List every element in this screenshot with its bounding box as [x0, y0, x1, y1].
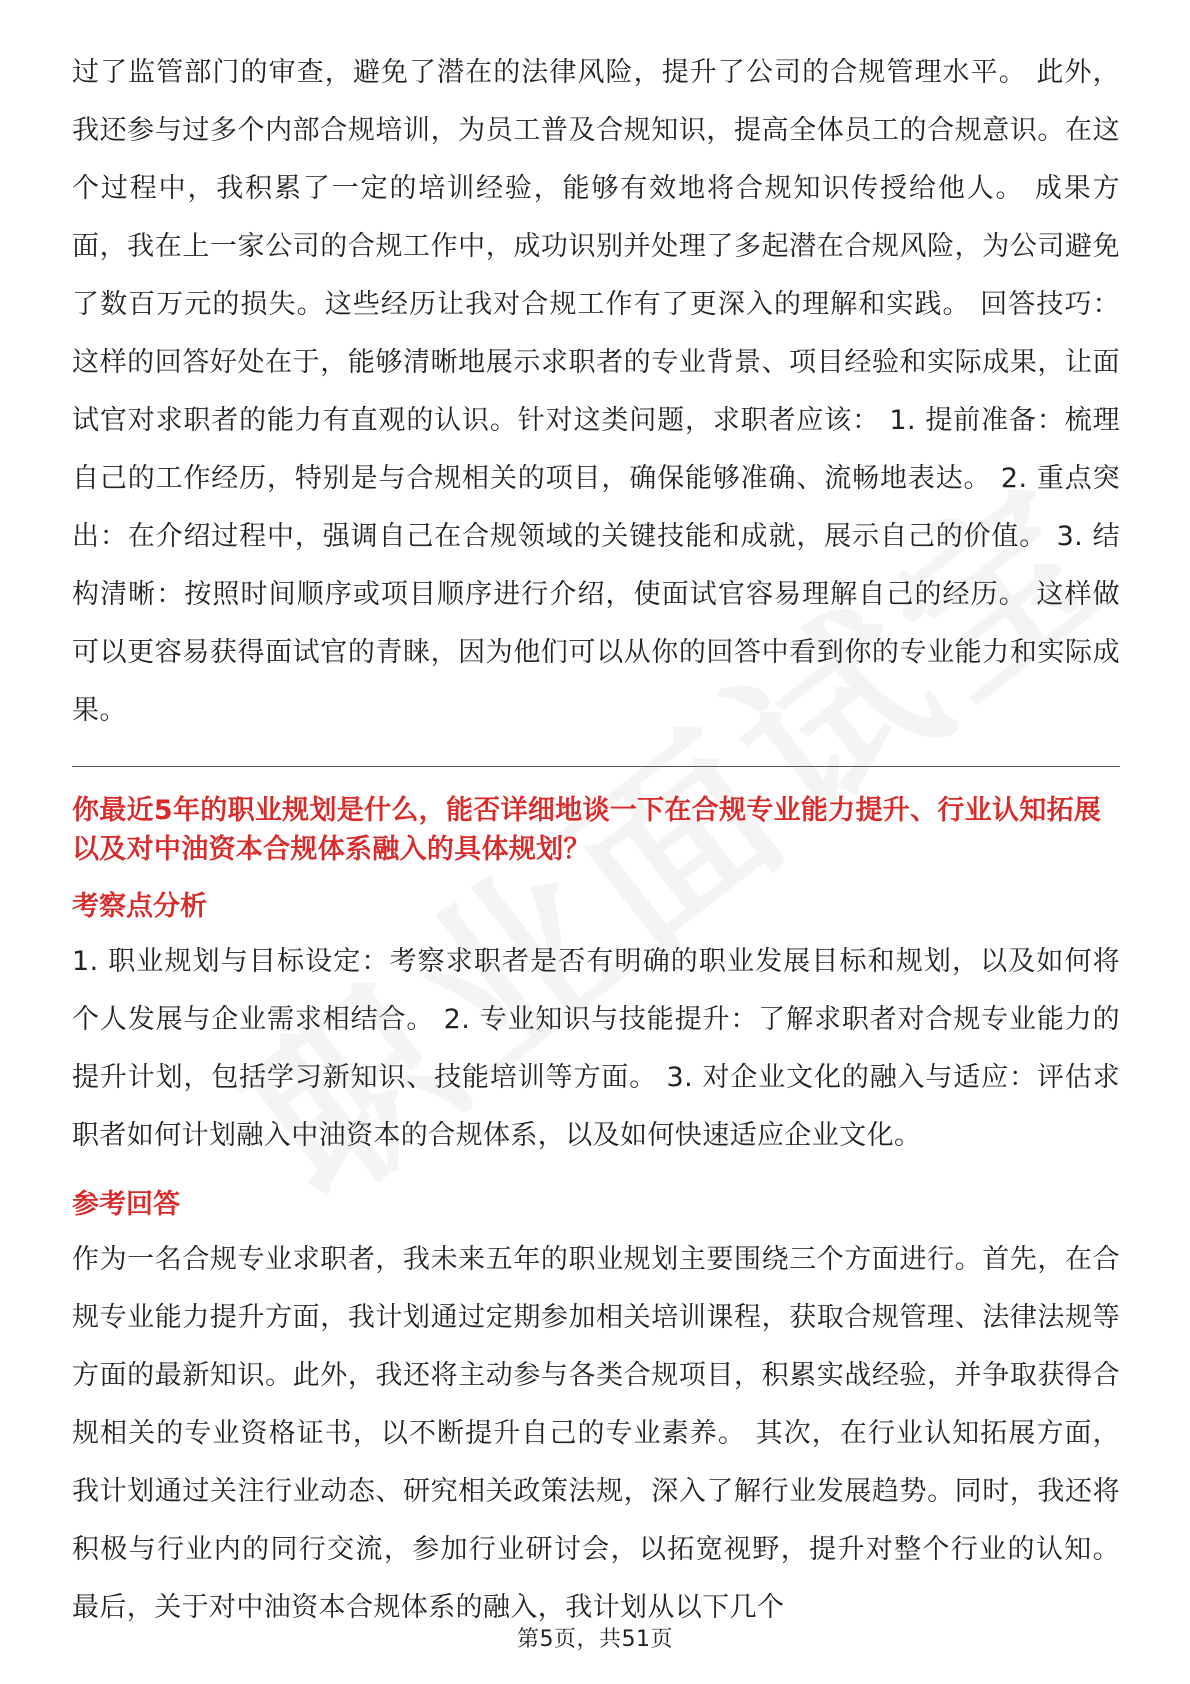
interview-question: 你最近5年的职业规划是什么，能否详细地谈一下在合规专业能力提升、行业认知拓展以及对中油资本合规体系融入的具体规划？ — [72, 795, 1102, 865]
analysis-heading: 考察点分析 — [72, 891, 207, 922]
reference-answer-heading: 参考回答 — [72, 1189, 180, 1220]
page-number: 第5页，共51页 — [517, 1627, 673, 1652]
previous-answer-continuation: 过了监管部门的审查，避免了潜在的法律风险，提升了公司的合规管理水平。 此外，我还参与过多个内部合规培训，为员工普及合规知识，提高全体员工的合规意识。在这个过程中，我积累了一定的培训经验，能够有效地将合规知识传授给他人。 成果方面，我在上一家公司的合规工作中，成功识别并处理了多起潜在合规风险，为公司避免了数百万元的损失。这些经历让我对合规工作有了更深入的理解和实践。 回答技巧： 这样的回答好处在于，能够清晰地展示求职者的专业背景、项目经验和实际成果，让面试官对求职者的能力有直观的认识。针对这类问题，求职者应该： 1. 提前准备：梳理自己的工作经历，特别是与合规相关的项目，确保能够准确、流畅地表达。 2. 重点突出：在介绍过程中，强调自己在合规领域的关键技能和成就，展示自己的价值。 3. 结构清晰：按照时间顺序或项目顺序进行介绍，使面试官容易理解自己的经历。 这样做可以更容易获得面试官的青睐，因为他们可以从你的回答中看到你的专业能力和实际成果。 — [72, 57, 1120, 726]
analysis-text: 1. 职业规划与目标设定：考察求职者是否有明确的职业发展目标和规划，以及如何将个人发展与企业需求相结合。 2. 专业知识与技能提升：了解求职者对合规专业能力的提升计划，包括学习新知识、技能培训等方面。 3. 对企业文化的融入与适应：评估求职者如何计划融入中油资本的合规体系，以及如何快速适应企业文化。 — [72, 946, 1120, 1151]
reference-answer-text: 作为一名合规专业求职者，我未来五年的职业规划主要围绕三个方面进行。首先，在合规专业能力提升方面，我计划通过定期参加相关培训课程，获取合规管理、法律法规等方面的最新知识。此外，我还将主动参与各类合规项目，积累实战经验，并争取获得合规相关的专业资格证书，以不断提升自己的专业素养。 其次，在行业认知拓展方面，我计划通过关注行业动态、研究相关政策法规，深入了解行业发展趋势。同时，我还将积极与行业内的同行交流，参加行业研讨会，以拓宽视野，提升对整个行业的认知。 最后，关于对中油资本合规体系的融入，我计划从以下几个 — [72, 1244, 1120, 1623]
page-content — [72, 44, 1120, 1637]
section-divider — [72, 766, 1120, 767]
